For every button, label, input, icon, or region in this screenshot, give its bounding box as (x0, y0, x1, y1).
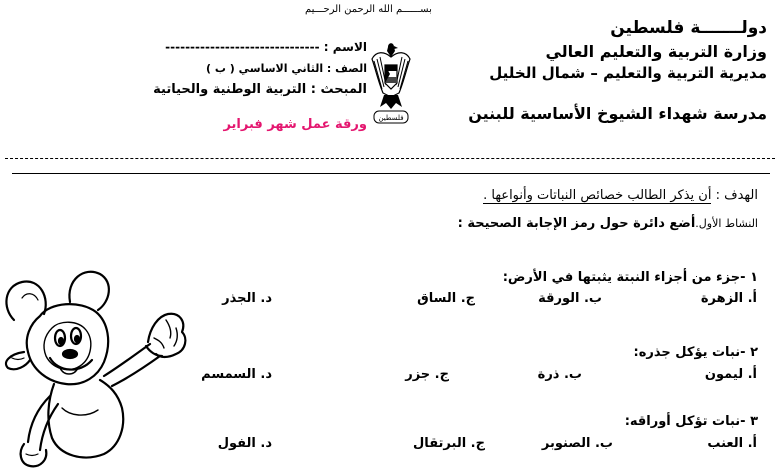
q3-option-d[interactable]: د. الفول (217, 436, 272, 451)
q2-option-d[interactable]: د. السمسم (201, 367, 272, 382)
student-name-field[interactable] (165, 40, 367, 54)
dashed-divider (5, 158, 775, 159)
grade-label: الصف : الثاني الاساسي ( ب ) (206, 62, 367, 75)
bismillah: بســــــم الله الرحمن الرحـــيم (305, 4, 432, 15)
q3-option-b[interactable]: ب. الصنوبر (541, 436, 613, 451)
palestine-emblem-icon (370, 37, 412, 129)
goal-text: أن يذكر الطالب خصائص النباتات وأنواعها . (483, 188, 712, 203)
q3-option-a[interactable]: أ. العنب (707, 436, 757, 451)
emblem-label: فلسطين (378, 114, 404, 122)
q1-option-c[interactable]: ج. الساق (417, 291, 475, 306)
question-2: ٢ -نبات يؤكل جذره: (633, 345, 758, 360)
activity-name: النشاط الأول. (695, 217, 758, 230)
name-blank: ------------------------------- (165, 40, 320, 54)
state-name: دولـــــــة فلسطين (610, 18, 767, 38)
directorate-name: مديرية التربية والتعليم – شمال الخليل (489, 64, 767, 82)
activity-instruction: أضع دائرة حول رمز الإجابة الصحيحة : (457, 216, 696, 231)
q2-option-a[interactable]: أ. ليمون (704, 367, 757, 382)
q3-option-c[interactable]: ج. البرتقال (413, 436, 485, 451)
name-label: الاسم : (323, 40, 367, 54)
ministry-name: وزارة التربية والتعليم العالي (545, 42, 767, 61)
cartoon-mouse-illustration (0, 258, 190, 470)
worksheet-title: ورقة عمل شهر فبراير (223, 117, 367, 132)
q1-option-a[interactable]: أ. الزهرة (700, 291, 757, 306)
school-name: مدرسة شهداء الشيوخ الأساسية للبنين (468, 104, 767, 123)
solid-divider (12, 173, 770, 174)
activity-heading (458, 216, 758, 231)
question-1: ١ -جزء من أجزاء النبتة يثبتها في الأرض: (502, 270, 758, 285)
q2-option-b[interactable]: ب. ذرة (537, 367, 582, 382)
q1-option-b[interactable]: ب. الورقة (538, 291, 602, 306)
subject-label: المبحث : التربية الوطنية والحياتية (153, 82, 367, 97)
goal-label: الهدف : (715, 188, 758, 203)
q2-option-c[interactable]: ج. جزر (405, 367, 449, 382)
q1-option-d[interactable]: د. الجذر (222, 291, 272, 306)
lesson-goal (483, 188, 758, 203)
question-3: ٣ -نبات تؤكل أوراقه: (624, 414, 758, 429)
